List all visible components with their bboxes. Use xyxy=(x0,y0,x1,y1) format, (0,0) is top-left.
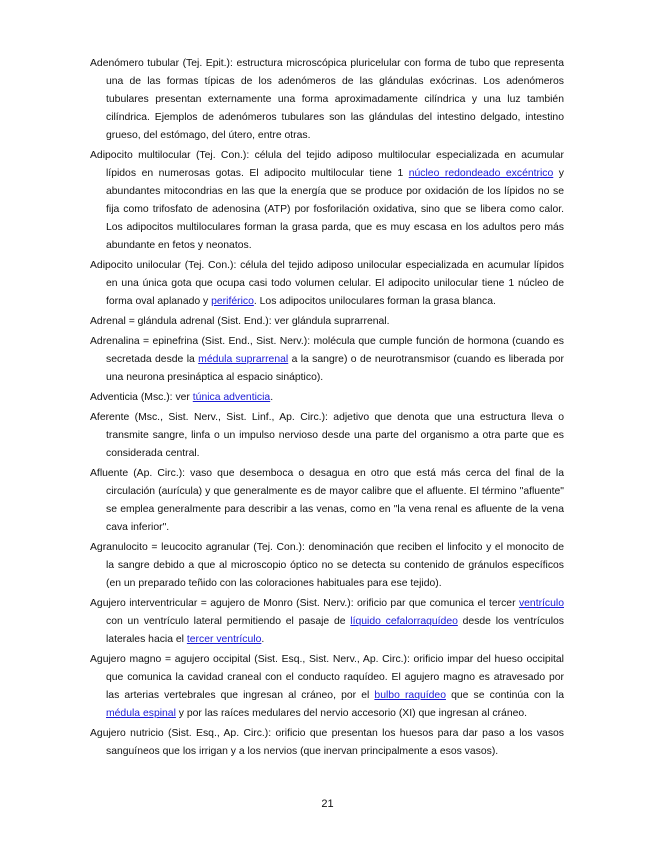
entry-text: Adipocito multilocular (Tej. Con.): célula del tejido adiposo multilocular especializada en acumular lípidos en numerosas gotas. El adipocito multilocular tiene 1 xyxy=(90,150,564,179)
term-link[interactable]: núcleo redondeado excéntrico xyxy=(408,168,554,179)
entry-text: y abundantes mitocondrias en las que la energía que se produce por oxidación de los lípidos no se fija como trifosfato de adenosina (ATP) por fosforilación oxidativa, sino que se libera como calor. Los adipocitos multiloculares forman la grasa parda, que es muy escasa en los adultos pero más abundante en fetos y neonatos. xyxy=(106,168,564,251)
glossary-entry-agranulocito xyxy=(90,539,564,593)
term-link[interactable]: ventrículo xyxy=(518,598,564,609)
term-link[interactable]: bulbo raquídeo xyxy=(374,690,446,701)
glossary-entry-afluente xyxy=(90,465,564,537)
entry-text: Agujero magno = agujero occipital (Sist. Esq., Sist. Nerv., Ap. Circ.): orificio impar del hueso occipital que comunica la cavidad craneal con el conducto raquídeo. El agujero magno es atravesado por las arterias vertebrales que ingresan al cráneo, por el xyxy=(90,654,564,701)
entry-text: Agranulocito = leucocito agranular (Tej. Con.): denominación que reciben el linfocito y el monocito de la sangre debido a que al microscopio óptico no se detecta su contenido de gránulos específicos (en un preparado teñido con las coloraciones habituales para ese tejido). xyxy=(90,542,564,589)
term-link[interactable]: periférico xyxy=(211,296,254,307)
glossary-entry-agujero-interventricular xyxy=(90,595,564,649)
entry-text: y por las raíces medulares del nervio accesorio (XI) que ingresan al cráneo. xyxy=(175,708,528,719)
entry-text: con un ventrículo lateral permitiendo el pasaje de xyxy=(106,616,351,627)
glossary-entry-adenomero-tubular xyxy=(90,55,564,145)
glossary-entry-adrenalina xyxy=(90,333,564,387)
entry-text: Adventicia (Msc.): ver xyxy=(90,392,193,403)
entry-text: Agujero nutricio (Sist. Esq., Ap. Circ.): orificio que presentan los huesos para dar paso a los vasos sanguíneos que los irrigan y a los nervios (que inervan principalmente a esos vasos). xyxy=(90,728,564,757)
entry-text: Adrenalina = epinefrina (Sist. End., Sist. Nerv.): molécula que cumple función de hormona (cuando es secretada desde la xyxy=(90,336,564,365)
glossary-entry-agujero-magno xyxy=(90,651,564,723)
page-number: 21 xyxy=(321,798,334,810)
term-link[interactable]: túnica adventicia xyxy=(192,392,271,403)
glossary-entry-adipocito-multilocular xyxy=(90,147,564,255)
entry-text: . xyxy=(270,392,274,403)
entry-text: . Los adipocitos uniloculares forman la grasa blanca. xyxy=(253,296,496,307)
glossary-entry-adventicia xyxy=(90,389,564,407)
term-link[interactable]: líquido cefalorraquídeo xyxy=(350,616,458,627)
glossary-entry-adipocito-unilocular xyxy=(90,257,564,311)
entry-text: Agujero interventricular = agujero de Monro (Sist. Nerv.): orificio par que comunica el tercer xyxy=(90,598,519,609)
entry-text: que se continúa con la xyxy=(445,690,564,701)
entry-text: Adipocito unilocular (Tej. Con.): célula del tejido adiposo unilocular especializada en acumular lípidos en una única gota que ocupa casi todo volumen celular. El adipocito unilocular tiene 1 núcleo de forma oval aplanado y xyxy=(90,260,564,307)
entry-text: . xyxy=(261,634,265,645)
entry-text: Adenómero tubular (Tej. Epit.): estructura microscópica pluricelular con forma de tubo que representa una de las formas típicas de los adenómeros de las glándulas exócrinas. Los adenómeros tubulares presentan externamente una forma aproximadamente cilíndrica y una luz también cilíndrica. Ejemplos de adenómeros tubulares son las glándulas del intestino delgado, intestino grueso, del estómago, del útero, entre otras. xyxy=(90,58,564,141)
entry-text: Aferente (Msc., Sist. Nerv., Sist. Linf., Ap. Circ.): adjetivo que denota que una estructura lleva o transmite sangre, linfa o un impulso nervioso desde una parte del organismo a otra parte que es considerada central. xyxy=(90,412,564,459)
glossary-entry-agujero-nutricio xyxy=(90,725,564,761)
term-link[interactable]: tercer ventrículo xyxy=(186,634,262,645)
entry-text: a la sangre) o de neurotransmisor (cuando es liberada por una neurona presináptica al espacio sináptico). xyxy=(106,354,564,383)
term-link[interactable]: médula espinal xyxy=(106,708,176,719)
term-link[interactable]: médula suprarrenal xyxy=(198,354,289,365)
glossary-entry-aferente xyxy=(90,409,564,463)
entry-text: Afluente (Ap. Circ.): vaso que desemboca o desagua en otro que está más cerca del final de la circulación (aurícula) y que generalmente es de mayor calibre que el afluente. El término "afluente" se emplea generalmente para describir a las venas, como en "la vena renal es afluente de la vena cava inferior". xyxy=(90,468,564,533)
glossary-entries xyxy=(90,55,564,763)
entry-text: desde los ventrículos laterales hacia el xyxy=(106,616,565,645)
glossary-entry-adrenal xyxy=(90,313,564,331)
entry-text: Adrenal = glándula adrenal (Sist. End.): ver glándula suprarrenal. xyxy=(90,316,390,327)
